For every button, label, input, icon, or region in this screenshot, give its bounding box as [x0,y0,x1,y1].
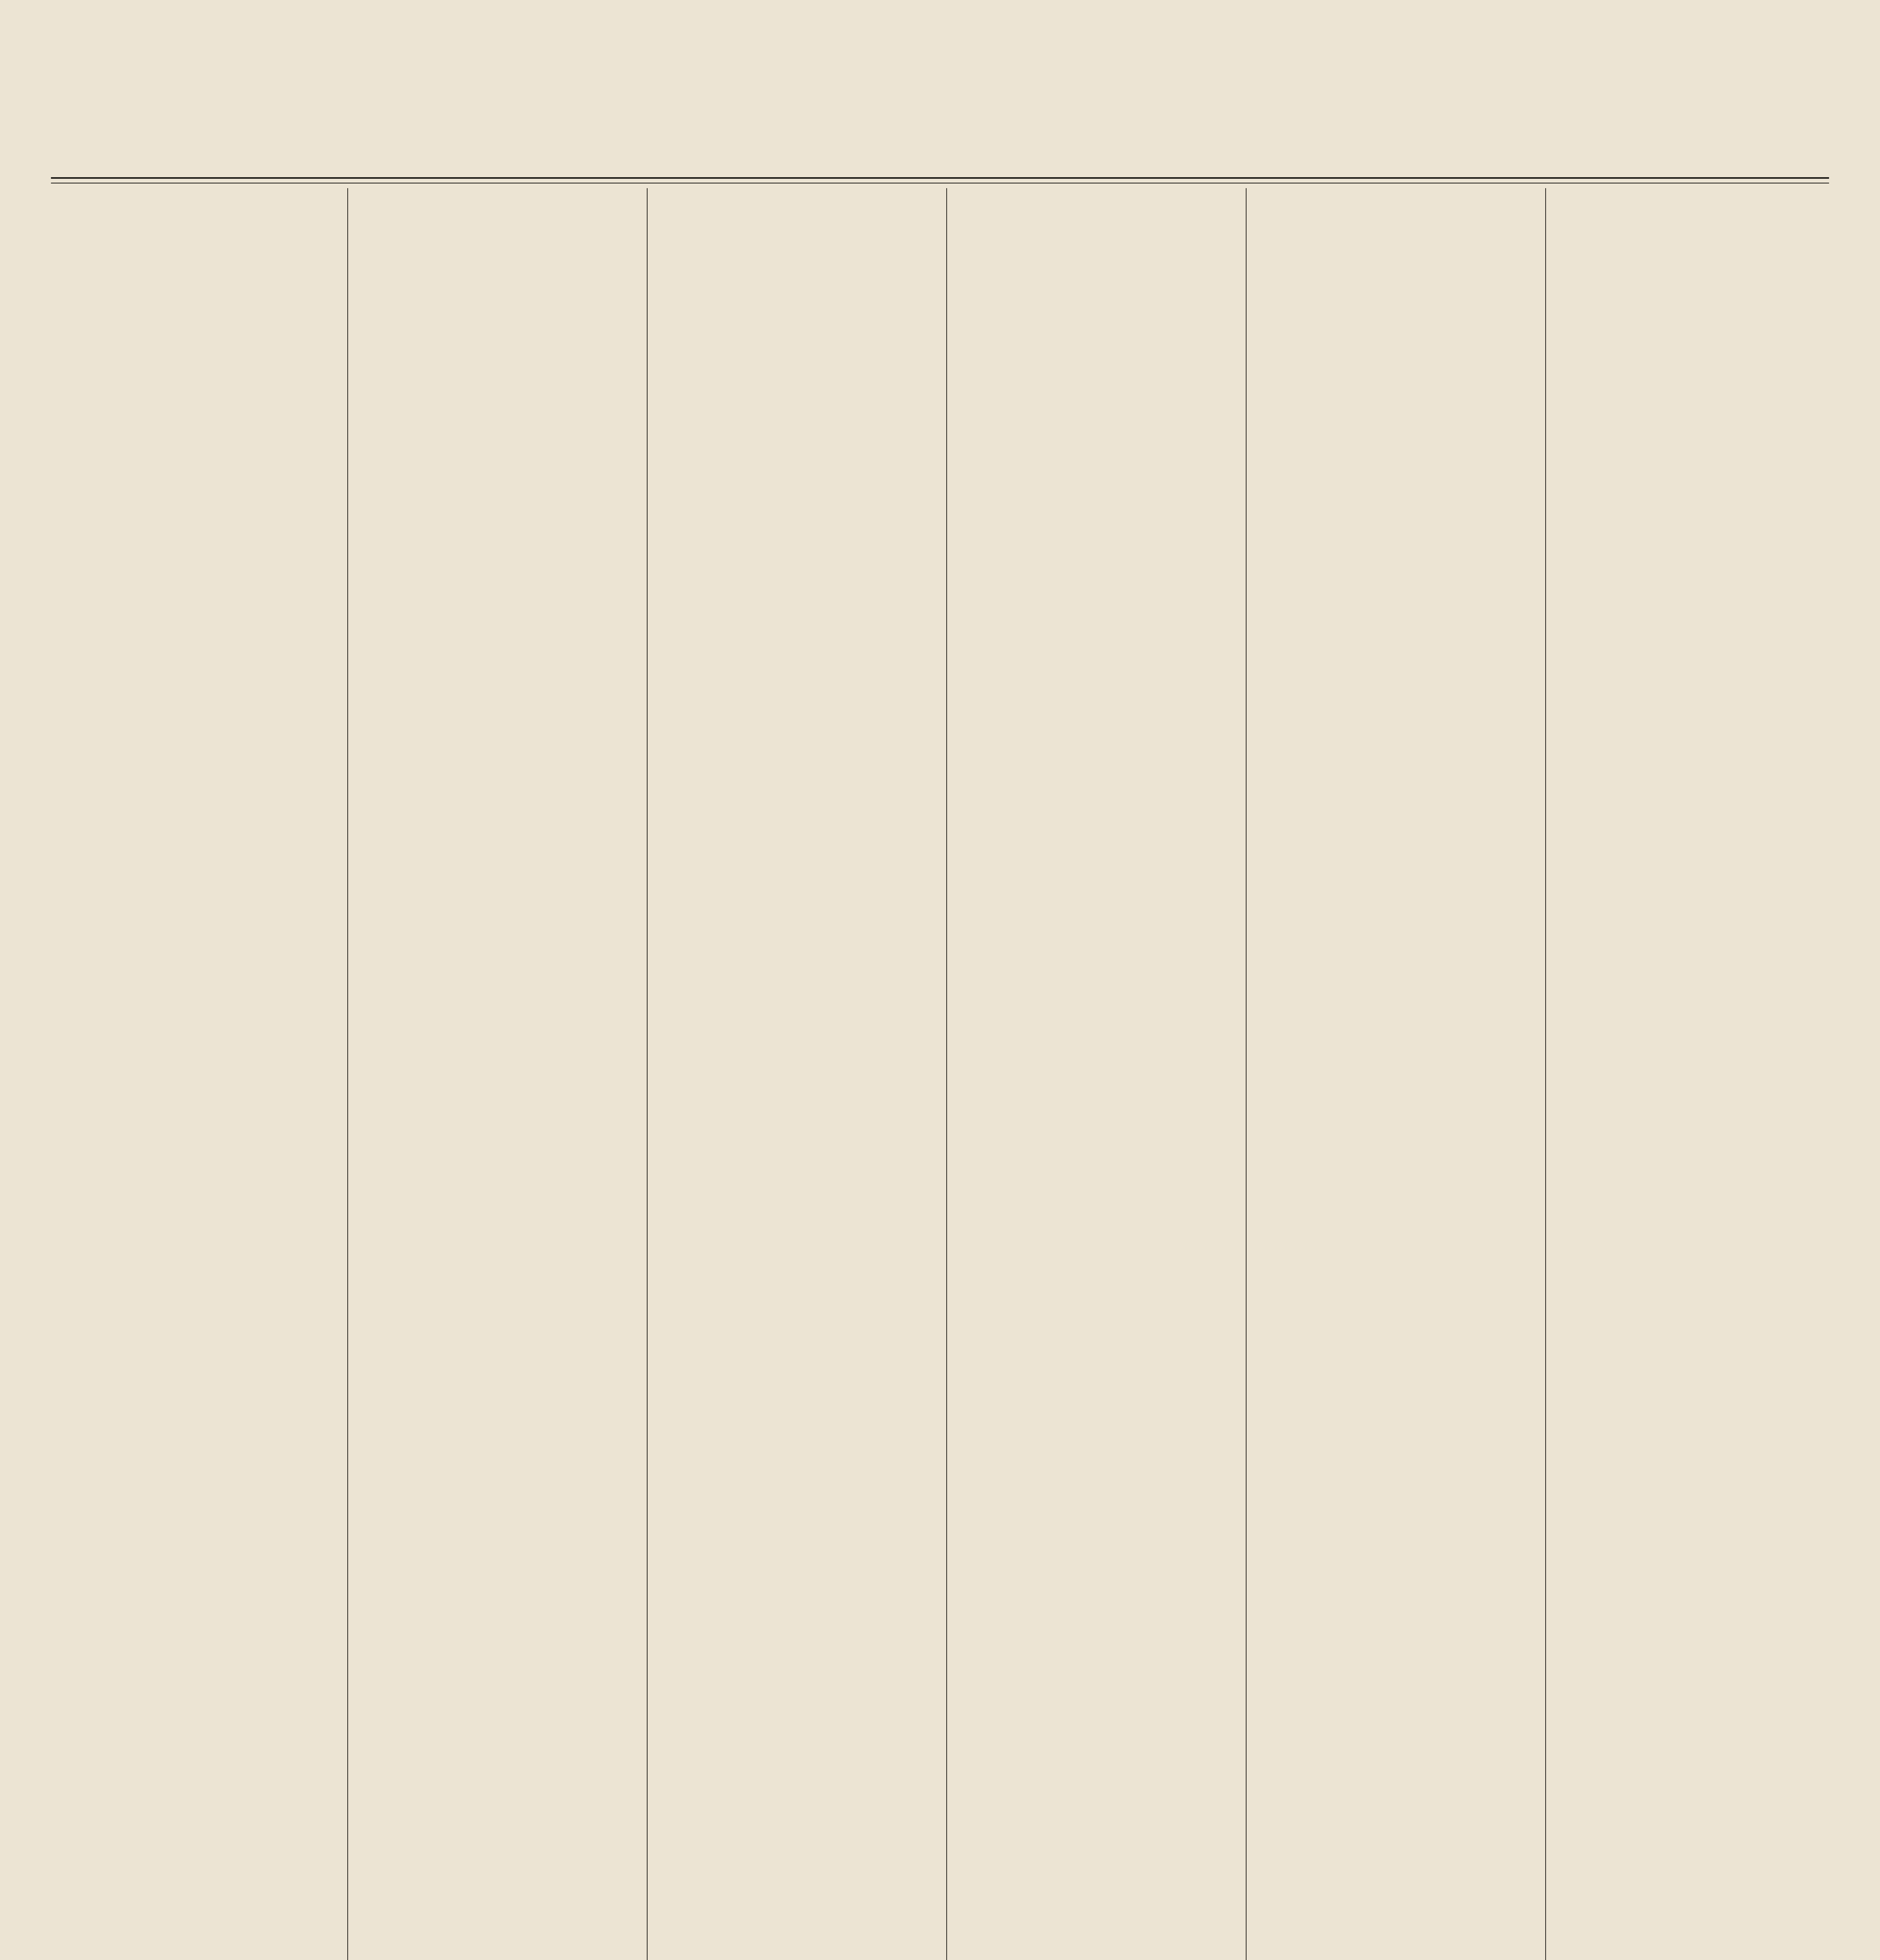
column-divider [647,188,648,1960]
article-column-6 [1556,188,1834,1960]
page-header [51,24,1829,176]
article-column-4 [957,188,1235,1960]
article-column-5 [1257,188,1534,1960]
article-column-1 [59,188,336,1960]
article-column-3 [658,188,935,1960]
column-divider [1545,188,1546,1960]
column-divider [946,188,947,1960]
column-divider [347,188,348,1960]
header-rule [51,177,1829,183]
column-divider [1246,188,1247,1960]
article-column-2 [358,188,636,1960]
